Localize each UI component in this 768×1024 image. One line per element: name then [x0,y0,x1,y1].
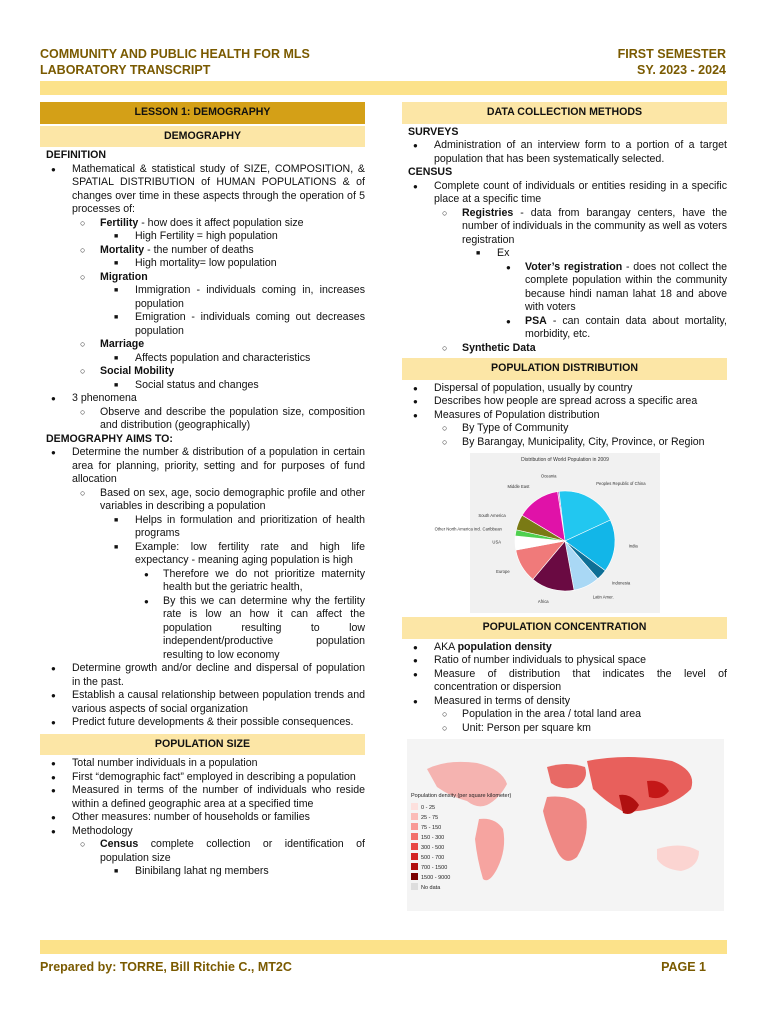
course-title: COMMUNITY AND PUBLIC HEALTH FOR MLS [40,47,310,61]
legend-label: 1500 - 9000 [421,875,451,881]
aim-1: ● Determine the number & distribution of a population in certain area for planning, priority, setting and for purposes of fund allocation [40,446,365,487]
pc-4: ● Measured in terms of density [402,695,727,709]
pie-label: Middle East [507,483,530,489]
data-collection-band: DATA COLLECTION METHODS [402,102,727,124]
aim-1-sub-b1: ● Therefore we do not prioritize maternity health but the geriatric health, [40,568,365,595]
marriage-sub: ■ Affects population and characteristics [40,352,365,366]
pc-4a: ○ Population in the area / total land area [402,708,727,722]
synthetic-label: Synthetic Data [462,341,536,354]
pc-2: ● Ratio of number individuals to physical space [402,654,727,668]
lesson-band: LESSON 1: DEMOGRAPHY [40,102,365,124]
psa-label: PSA [525,314,547,327]
pd-3a: ○ By Type of Community [402,422,727,436]
registries-label: Registries [462,206,514,219]
voters-label: Voter’s registration [525,260,623,273]
legend-swatch [411,873,418,880]
legend-label: 0 - 25 [421,805,436,811]
ex-item: ■ Ex [402,247,727,261]
footer-rule [40,940,727,954]
ps-3: ● Measured in terms of the number of individuals who reside within a defined geographic area at a specified time [40,784,365,811]
legend-label: 150 - 300 [421,835,445,841]
left-column [40,96,365,879]
pie-label: Oceania [540,473,557,479]
transcript-label: LABORATORY TRANSCRIPT [40,63,211,77]
emigration-item: ■ Emigration - individuals coming out decreases population [40,311,365,338]
marriage-item [40,338,365,352]
ps-2: ● First “demographic fact” employed in describing a population [40,771,365,785]
ps-1: ● Total number individuals in a population [40,757,365,771]
surveys-list [402,139,727,166]
psa-text: - can contain data about mortality, morbidity, etc. [525,314,727,340]
map-svg [407,739,724,911]
pie-svg [434,453,660,613]
aim-4: ● Predict future developments & their possible consequences. [40,716,365,730]
demography-band: DEMOGRAPHY [40,126,365,148]
population-distribution-band: POPULATION DISTRIBUTION [402,358,727,380]
pie-slices [515,491,615,591]
pd-2: ● Describes how people are spread across a specific area [402,395,727,409]
aim-2: ● Determine growth and/or decline and dispersal of population in the past. [40,662,365,689]
mortality-label: Mortality [100,243,145,256]
pc-1-bold: population density [457,640,552,653]
legend-swatch [411,883,418,890]
pd-3b: ○ By Barangay, Municipality, City, Province, or Region [402,436,727,450]
psa-item [402,315,727,342]
legend-label: No data [421,885,441,891]
registries-text: - data from barangay centers, have the number of individuals in the community as well as voters registration [462,206,727,246]
census-heading: CENSUS [408,166,453,178]
marriage-label: Marriage [100,338,145,350]
mobility-label: Social Mobility [100,365,175,377]
legend-swatch [411,813,418,820]
fertility-sub: ■ High Fertility = high population [40,230,365,244]
legend-label: 25 - 75 [421,815,439,821]
legend-swatch [411,853,418,860]
concentration-list [402,641,727,736]
pc-1-prefix: AKA [434,640,458,653]
definition-heading: DEFINITION [46,149,107,161]
aim-3: ● Establish a causal relationship between population trends and various aspects of social organization [40,689,365,716]
population-density-map-figure [407,739,724,911]
population-size-list [40,757,365,879]
phenomena-sub: ○ Observe and describe the population size, composition and distribution (geographically) [40,406,365,433]
aim-1-sub-b2: ● By this we can determine why the fertility rate is low an how it can affect the population resulting to low independent/productive population resulting to low economy [40,595,365,663]
school-year: SY. 2023 - 2024 [637,63,726,77]
voters-item [402,261,727,315]
aim-1-sub: ○ Based on sex, age, socio demographic profile and other variables in describing a population [40,487,365,514]
synthetic-item [402,342,727,356]
pie-title: Distribution of World Population in 2009 [521,457,609,463]
pc-1 [402,641,727,655]
distribution-list [402,382,727,450]
legend-swatch [411,843,418,850]
semester-label: FIRST SEMESTER [617,47,726,61]
mobility-item [40,365,365,379]
pc-3: ● Measure of distribution that indicates the level of concentration or dispersion [402,668,727,695]
header-rule [40,81,727,95]
world-population-pie-figure [434,453,660,613]
pd-1: ● Dispersal of population, usually by country [402,382,727,396]
surveys-heading: SURVEYS [408,125,459,138]
immigration-item: ■ Immigration - individuals coming in, increases population [40,284,365,311]
population-concentration-band: POPULATION CONCENTRATION [402,617,727,639]
pc-4b: ○ Unit: Person per square km [402,722,727,736]
mortality-item [40,244,365,258]
pie-label: Europe [496,569,510,575]
aims-list [40,446,365,730]
header-right [618,46,726,78]
census-list [402,180,727,356]
census-def: ● Complete count of individuals or entities residing in a specific place at a specific time [402,180,727,207]
ps-5: ● Methodology [40,825,365,839]
right-column [402,96,727,911]
legend-label: 75 - 150 [421,825,442,831]
pie-label: Indonesia [612,580,631,586]
definition-text: ● Mathematical & statistical study of SIZE, COMPOSITION, & SPATIAL DISTRIBUTION of HUMAN POPULATIONS & of changes over time in these aspects through the operation of 5 processes of: [40,163,365,217]
pd-3: ● Measures of Population distribution [402,409,727,423]
legend-swatch [411,803,418,810]
aim-1-sub-a: ■ Helps in formulation and prioritization of health programs [40,514,365,541]
pie-label: South America [478,513,506,519]
surveys-text: ● Administration of an interview form to a portion of a target population that has been systematically selected. [402,139,727,166]
pie-label: India [628,543,638,549]
ps-4: ● Other measures: number of households or families [40,811,365,825]
mobility-sub: ■ Social status and changes [40,379,365,393]
legend-swatch [411,863,418,870]
pie-label: Peoples Republic of China [596,481,646,487]
pie-label: Latin Amer. [592,594,614,600]
phenomena-item: ● 3 phenomena [40,392,365,406]
fertility-label: Fertility [100,216,139,229]
population-size-band: POPULATION SIZE [40,734,365,756]
mortality-sub: ■ High mortality= low population [40,257,365,271]
map-legend-title: Population density (per square kilometer) [411,793,512,799]
registries-item [402,207,727,248]
legend-swatch [411,833,418,840]
aim-1-sub-b: ■ Example: low fertility rate and high life expectancy - meaning aging population is high [40,541,365,568]
mortality-text: - the number of deaths [144,243,254,256]
page-number: PAGE 1 [661,960,706,974]
census-text: complete collection or identification of population size [100,838,365,864]
definition-list [40,163,365,433]
legend-label: 300 - 500 [421,845,445,851]
pie-label: Other North America incl. Caribbean [434,526,502,532]
pie-label: Africa [537,598,549,604]
census-sub: ■ Binibilang lahat ng members [40,865,365,879]
legend-label: 500 - 700 [421,855,445,861]
migration-item [40,271,365,285]
pie-label: USA [492,539,502,545]
census-label: Census [100,838,139,850]
legend-label: 700 - 1500 [421,865,448,871]
census-method [40,838,365,865]
fertility-item [40,217,365,231]
legend-swatch [411,823,418,830]
fertility-text: - how does it affect population size [138,216,304,229]
voters-text: - does not collect the complete population within the community because hindi naman lahat 18 and above with voters [525,260,727,313]
migration-label: Migration [100,270,148,283]
header-left [40,46,310,78]
aims-heading: DEMOGRAPHY AIMS TO: [46,432,173,445]
prepared-by: Prepared by: TORRE, Bill Ritchie C., MT2C [40,960,292,974]
